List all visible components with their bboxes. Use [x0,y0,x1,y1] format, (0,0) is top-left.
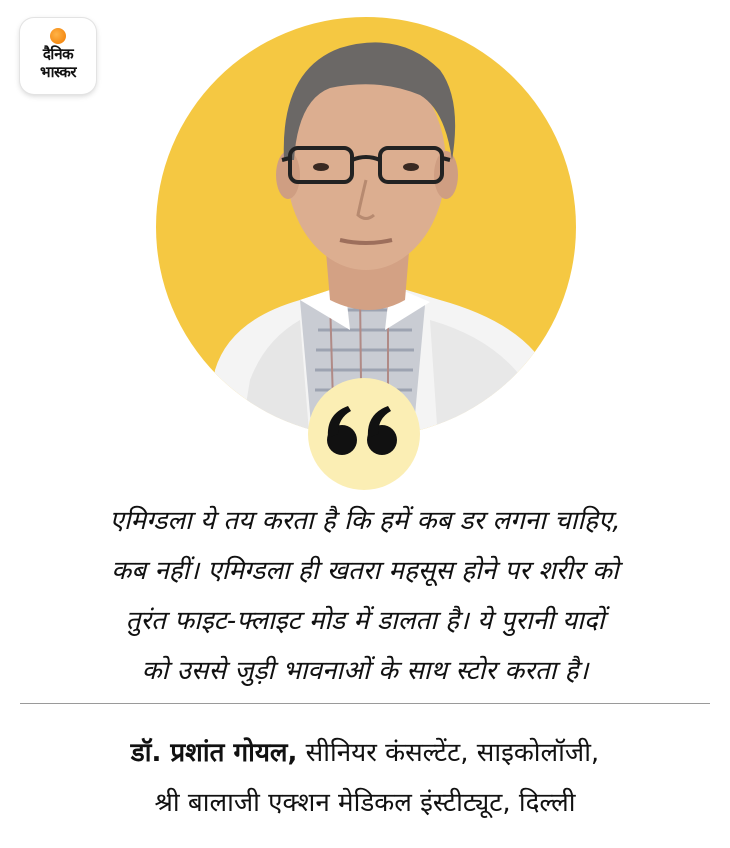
quote-line: तुरंत फाइट-फ्लाइट मोड में डालता है। ये पुरानी यादों [125,606,605,636]
credit-line-1 [20,728,710,778]
logo-text-line1: दैनिक [42,45,74,63]
speaker-role: सीनियर कंसल्टेंट, साइकोलॉजी, [297,738,600,768]
quote-text [20,496,710,696]
divider [20,703,710,704]
quote-line: कब नहीं। एमिग्डला ही खतरा महसूस होने पर शरीर को [111,556,619,586]
quote-badge [308,378,420,490]
logo-text-line2: भास्कर [40,63,76,81]
quote-line: को उससे जुड़ी भावनाओं के साथ स्टोर करता है। [141,656,589,686]
speaker-institution: श्री बालाजी एक्शन मेडिकल इंस्टीट्यूट, दिल्ली [154,788,576,818]
speaker-credit [20,728,710,828]
speaker-name: डॉ. प्रशांत गोयल, [130,738,298,768]
quote-line: एमिग्डला ये तय करता है कि हमें कब डर लगना चाहिए, [109,506,621,536]
